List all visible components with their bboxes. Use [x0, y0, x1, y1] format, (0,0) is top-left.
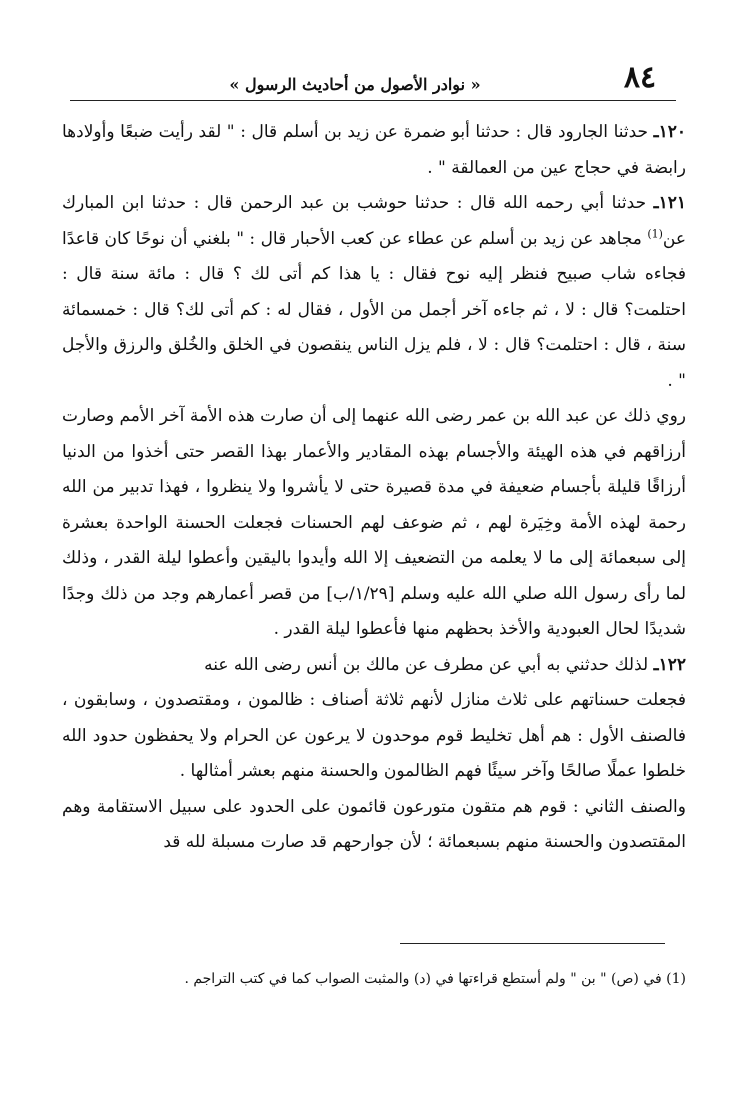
hadith-number: ١٢٢ـ — [653, 654, 686, 675]
hadith-121 — [62, 186, 686, 399]
commentary-paragraph — [62, 790, 686, 861]
commentary-paragraph — [62, 683, 686, 790]
commentary-text: روي ذلك عن عبد الله بن عمر رضى الله عنهما إلى أن صارت هذه الأمة آخر الأمم وصارت أرزاقهم في هذه الهيئة والأجسام بهذه المقادير والأعمار بهذا القصر حتى أخذوا من الدنيا أرزاقًا قليلة بأجسام ضعيفة في مدة قصيرة حتى لا يأشروا ولا ينظروا ، فهذا تدبير من الله رحمة لهذه الأمة وخِيَرة لهم ، ثم ضوعف لهم الحسنات فجعلت الحسنة الواحدة بعشرة إلى سبعمائة إلى ما لا يعلمه من التضعيف إلا الله وأيدوا باليقين وأعطوا ليلة القدر ، وذلك لما رأى رسول الله صلي الله عليه وسلم [١/٢٩/ب] من قصر أعمارهم وجد من ذلك وجدًا شديدًا لحال العبودية والأخذ بحظهم منها فأعطوا ليلة القدر . — [62, 406, 686, 639]
commentary-paragraph — [62, 399, 686, 648]
footnote-rule — [400, 943, 665, 944]
running-header: « نوادر الأصول من أحاديث الرسول » — [229, 75, 481, 94]
footnote-reference: (1) — [647, 226, 663, 240]
hadith-122 — [62, 648, 686, 684]
commentary-text: فجعلت حسناتهم على ثلاث منازل لأنهم ثلاثة أصناف : ظالمون ، ومقتصدون ، وسابقون ، فالصنف الأول : هم أهل تخليط قوم موحدون لا يرعون عن الحرام ولا يحفظون حدود الله خلطوا عملًا صالحًا وآخر سيئًا فهم الظالمون والحسنة منهم بعشر أمثالها . — [62, 690, 686, 781]
hadith-120 — [62, 115, 686, 186]
footnote-marker: (1) — [666, 971, 686, 987]
footnote — [90, 968, 686, 990]
hadith-number: ١٢١ـ — [653, 193, 686, 213]
hadith-text-part-2: مجاهد عن زيد بن أسلم عن عطاء عن كعب الأحبار قال : " بلغني أن نوحًا كان قاعدًا فجاءه شاب صبيح فنظر إليه نوح فقال : يا هذا كم أتى لك ؟ قال : مائة سنة قال : احتلمت؟ قال : لا ، ثم جاءه آخر أجمل من الأول ، فقال له : كم أتى لك؟ قال : خمسمائة سنة ، قال : احتلمت؟ قال : لا ، فلم يزل الناس ينقصون في الخلق والخُلق والرزق والأجل " . — [62, 228, 686, 391]
footnote-text: في (ص) " بن " ولم أستطع قراءتها في (د) والمثبت الصواب كما في كتب التراجم . — [184, 971, 662, 987]
hadith-text: حدثنا الجارود قال : حدثنا أبو ضمرة عن زيد بن أسلم قال : " لقد رأيت ضبعًا وأولادها رابضة في حجاج عين من العمالقة " . — [62, 122, 686, 178]
header-rule — [70, 100, 676, 101]
hadith-text: لذلك حدثني به أبي عن مطرف عن مالك بن أنس رضى الله عنه — [204, 654, 649, 675]
commentary-text: والصنف الثاني : قوم هم متقون متورعون قائمون على الحدود على سبيل الاستقامة وهم المقتصدون والحسنة منهم بسبعمائة ؛ لأن جوارحهم قد صارت مسبلة لله قد — [62, 796, 686, 852]
hadith-number: ١٢٠ـ — [653, 122, 687, 142]
main-text — [62, 115, 686, 861]
hadith-text-part-1: حدثنا أبي رحمه الله قال : حدثنا حوشب بن عبد الرحمن قال : حدثنا ابن المبارك عن — [62, 193, 686, 249]
page-number: ٨٤ — [623, 60, 657, 95]
